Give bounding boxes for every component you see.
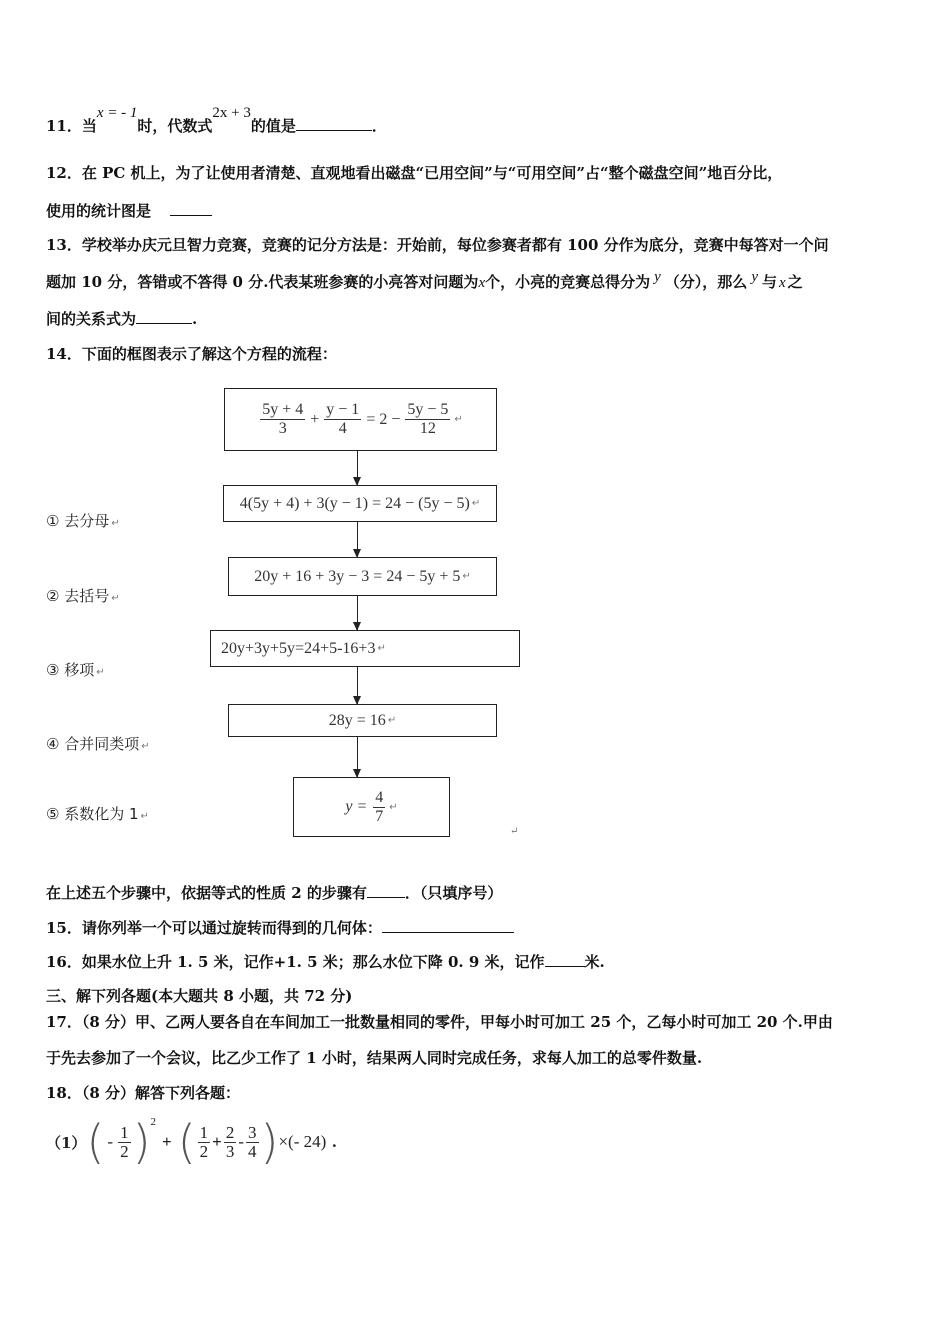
fraction-4-7 <box>373 789 385 826</box>
q18-minus-2: - <box>238 1132 245 1151</box>
flow-box-step1 <box>223 485 497 522</box>
fraction-2-num: y − 1 <box>326 401 360 418</box>
return-mark: ↵ <box>140 811 149 822</box>
q18-minus: - <box>107 1132 114 1151</box>
q11-math-expr: 2x + 3 <box>212 105 251 121</box>
q18-plus: + <box>162 1132 172 1151</box>
q14-question-end: ．（只填序号） <box>404 884 503 902</box>
fraction-2-den: 4 <box>338 420 347 437</box>
q12-line1: 12．在 PC 机上，为了让使用者清楚、直观地看出磁盘“已用空间”与“可用空间”占“整个磁盘空间”地百分比， <box>46 164 783 182</box>
q11-end: ． <box>371 117 387 135</box>
fraction-2 <box>324 401 361 438</box>
q11-answer-blank[interactable] <box>296 116 372 131</box>
fraction-a <box>198 1124 211 1161</box>
flow-arrow <box>357 667 358 704</box>
return-mark: ↵ <box>141 741 150 752</box>
q15-text: 15．请你列举一个可以通过旋转而得到的几何体： <box>46 919 382 937</box>
eq5-num: 4 <box>375 788 384 806</box>
fraction-1 <box>260 401 305 438</box>
fraction-1-den: 3 <box>278 420 287 437</box>
q18-plus-2: + <box>212 1132 222 1151</box>
q12-line2 <box>46 200 212 221</box>
c-den: 4 <box>248 1141 257 1161</box>
step-5-text: ⑤ 系数化为 1 <box>46 805 139 823</box>
q16-end: 米. <box>584 953 605 971</box>
q13-line2d: 与 <box>761 273 777 291</box>
q17-line1: 17．（8 分）甲、乙两人要各自在车间加工一批数量相同的零件，甲每小时可加工 25 个，乙每小时可加工 20 个.甲由 <box>46 1013 833 1031</box>
q18-times: ×(- 24) <box>278 1132 327 1151</box>
b-den: 3 <box>225 1141 235 1161</box>
q12-answer-blank[interactable] <box>170 201 212 216</box>
q18-exponent: 2 <box>150 1116 157 1128</box>
q13-var-y: y <box>654 269 661 285</box>
eq5-den: 7 <box>375 807 384 825</box>
eq2-text: 20y + 16 + 3y − 3 = 24 − 5y + 5 <box>254 567 461 585</box>
return-mark: ↵ <box>111 593 120 604</box>
flow-box-equation <box>224 388 497 451</box>
a-den: 2 <box>199 1141 209 1161</box>
q13-line1: 13．学校举办庆元旦智力竞赛，竞赛的记分方法是：开始前，每位参赛者都有 100 分作为底分，竞赛中每答对一个问 <box>46 236 829 254</box>
half-den: 2 <box>120 1141 129 1161</box>
eq3-text: 20y+3y+5y=24+5-16+3 <box>221 639 376 657</box>
flow-arrow <box>357 522 358 557</box>
fraction-half <box>118 1124 131 1161</box>
paren-close: ) <box>260 1115 279 1169</box>
flow-arrow <box>357 596 358 630</box>
q11 <box>46 105 387 136</box>
return-mark: ↵ <box>454 414 463 425</box>
step-1-text: ① 去分母 <box>46 512 110 530</box>
q13-line3-end: . <box>192 310 198 328</box>
c-num: 3 <box>248 1122 257 1142</box>
a-num: 1 <box>199 1122 209 1142</box>
q13-line2c: （分），那么 <box>664 273 748 291</box>
flow-box-step5 <box>293 777 450 837</box>
fraction-b <box>224 1124 237 1161</box>
q13-answer-blank[interactable] <box>136 309 192 324</box>
flow-arrow <box>357 451 358 485</box>
section-3-heading: 三、解下列各题(本大题共 8 小题，共 72 分) <box>46 987 353 1005</box>
q18-dot: . <box>332 1132 337 1151</box>
q14-answer-blank[interactable] <box>367 883 405 898</box>
return-mark: ↵ <box>471 498 481 509</box>
step-label-3 <box>46 659 105 680</box>
fraction-3 <box>405 401 450 438</box>
q12-line2-text: 使用的统计图是 <box>46 202 152 220</box>
q18-heading: 18．（8 分）解答下列各题： <box>46 1084 241 1102</box>
fraction-c <box>246 1124 259 1161</box>
q13-line2 <box>46 271 803 292</box>
paren-open: ( <box>86 1115 105 1169</box>
q13-line2a: 题加 10 分，答错或不答得 0 分.代表某班参赛的小亮答对问题为 <box>46 273 479 291</box>
flow-box-step4 <box>228 704 497 737</box>
q14-intro: 14．下面的框图表示了解这个方程的流程： <box>46 345 337 363</box>
step-2-text: ② 去括号 <box>46 587 110 605</box>
q16-answer-blank[interactable] <box>545 952 585 967</box>
return-mark: ↵ <box>387 715 397 726</box>
step-label-2 <box>46 585 120 606</box>
eq1-text: 4(5y + 4) + 3(y − 1) = 24 − (5y − 5) <box>239 494 470 512</box>
flow-box-step2 <box>228 557 497 596</box>
flow-arrow <box>357 737 358 777</box>
eq0-rhs: = 2 − <box>366 410 401 428</box>
step-label-1 <box>46 510 120 531</box>
q11-number: 11．当 <box>46 117 97 135</box>
q13-line2b: 个，小亮的竞赛总得分为 <box>485 273 651 291</box>
return-mark: ↵ <box>377 643 386 654</box>
paren-close: ) <box>132 1115 151 1169</box>
eq4-text: 28y = 16 <box>328 711 386 729</box>
q15 <box>46 917 514 938</box>
q13-var-x2: x <box>779 275 786 291</box>
return-mark: ↵ <box>111 518 120 529</box>
step-label-5 <box>46 803 149 824</box>
paren-open: ( <box>177 1115 196 1169</box>
half-num: 1 <box>120 1122 129 1142</box>
q14-question-text: 在上述五个步骤中，依据等式的性质 2 的步骤有 <box>46 884 367 902</box>
eq5-lhs: y = <box>345 798 368 815</box>
q13-var-x: x <box>478 275 486 291</box>
q16-text: 16．如果水位上升 1. 5 米，记作+1. 5 米；那么水位下降 0. 9 米，记作 <box>46 953 545 971</box>
eq0-plus: + <box>310 410 320 428</box>
flow-box-step3 <box>210 630 520 667</box>
q13-line3 <box>46 308 197 329</box>
return-mark: ↵ <box>510 826 519 837</box>
q13-line3-text: 间的关系式为 <box>46 310 137 328</box>
q18-part1 <box>46 1114 337 1170</box>
return-mark: ↵ <box>389 801 398 813</box>
fraction-3-den: 12 <box>419 420 436 437</box>
q18-part1-label: （1） <box>46 1133 87 1152</box>
q14-question <box>46 882 502 903</box>
step-label-4 <box>46 733 150 754</box>
q11-text: 时，代数式 <box>137 117 213 135</box>
fraction-3-num: 5y − 5 <box>407 401 449 418</box>
q11-math-x: x = - 1 <box>96 105 138 121</box>
q17-line2: 于先去参加了一个会议，比乙少工作了 1 小时，结果两人同时完成任务，求每人加工的总零件数量. <box>46 1049 703 1067</box>
return-mark: ↵ <box>462 571 471 582</box>
q15-answer-blank[interactable] <box>382 918 514 933</box>
q11-tail: 的值是 <box>250 117 296 135</box>
return-mark: ↵ <box>96 667 105 678</box>
q16 <box>46 951 605 972</box>
b-num: 2 <box>225 1122 235 1142</box>
q13-var-y2: y <box>751 269 758 285</box>
q13-line2e: 之 <box>787 273 803 291</box>
step-3-text: ③ 移项 <box>46 661 95 679</box>
fraction-1-num: 5y + 4 <box>262 401 304 418</box>
step-4-text: ④ 合并同类项 <box>46 735 140 753</box>
